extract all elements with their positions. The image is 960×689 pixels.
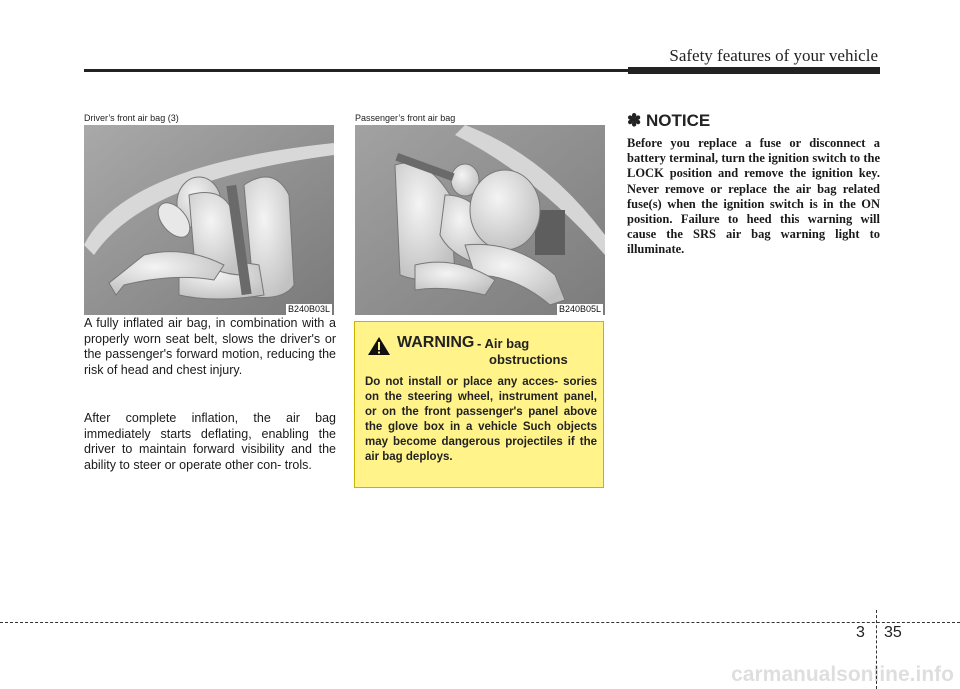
watermark: carmanualsonline.info	[731, 663, 954, 686]
body-paragraph-1: A fully inflated air bag, in combination with a properly worn seat belt, slows the driver's or the passenger's forward motion, reducing the risk of head and chest injury.	[84, 316, 336, 377]
header-rule-accent	[628, 67, 880, 74]
driver-airbag-illustration	[84, 125, 334, 315]
warning-triangle-icon	[367, 336, 391, 356]
figure-code: B240B05L	[558, 304, 601, 314]
notice-text: Before you replace a fuse or disconnect a battery terminal, turn the ignition switch to the LOCK position and remove the ignition key. Never remove or replace the air bag related fuse(s) when the ignition switch is in the ON position. Failure to heed this warning will cause the SRS air bag warning light to illuminate.	[627, 136, 880, 257]
warning-box	[354, 321, 604, 488]
warning-word: WARNING	[397, 334, 475, 351]
passenger-airbag-illustration	[355, 125, 605, 315]
page-header-title: Safety features of your vehicle	[669, 46, 878, 65]
page-number: 35	[884, 624, 902, 641]
figure-caption: Passenger’s front air bag	[355, 113, 456, 123]
warning-text: Do not install or place any acces- sories on the steering wheel, instrument panel, or on the front passenger's panel above the glove box in a vehicle Such objects may become dangerous projectiles if the air bag deploys.	[365, 376, 597, 463]
warning-topic: - Air bag	[477, 336, 530, 351]
notice-symbol-icon: ✽	[627, 111, 642, 130]
passenger-airbag-figure	[355, 112, 605, 315]
body-paragraph-2: After complete inflation, the air bag immediately starts deflating, enabling the driver to maintain forward visibility and the ability to steer or operate other con- trols.	[84, 411, 336, 472]
figure-caption: Driver’s front air bag (3)	[84, 113, 179, 123]
chapter-number: 3	[856, 624, 865, 641]
footer-rule	[0, 622, 960, 623]
figure-code: B240B03L	[287, 304, 330, 314]
warning-topic-cont: obstructions	[489, 352, 568, 367]
notice-title: NOTICE	[645, 111, 711, 130]
notice-heading	[627, 111, 710, 131]
driver-airbag-figure	[84, 112, 334, 315]
